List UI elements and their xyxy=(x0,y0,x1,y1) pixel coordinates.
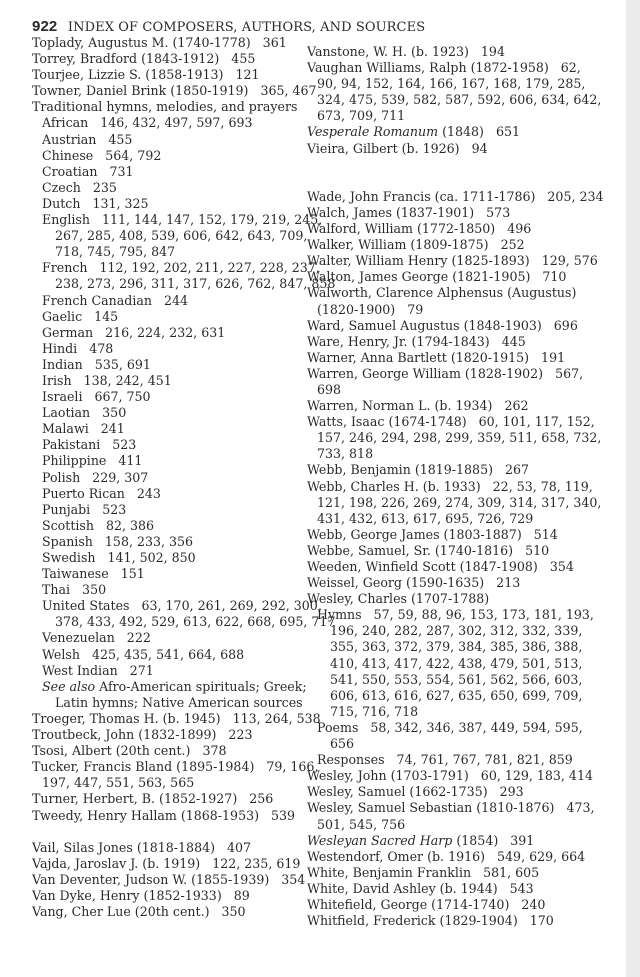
entry-text: Hindi 478 xyxy=(42,340,114,356)
index-entry-continuation xyxy=(307,302,602,318)
index-entry-continuation xyxy=(32,694,303,711)
index-entry xyxy=(32,808,297,824)
index-subentry xyxy=(32,502,297,518)
italic-title: See also xyxy=(42,678,96,694)
index-entry-continuation xyxy=(307,108,602,124)
entry-text: Watts, Isaac (1674-1748) 60, 101, 117, 152, xyxy=(307,414,595,430)
index-subentry xyxy=(32,164,297,180)
entry-text: Troutbeck, John (1832-1899) 223 xyxy=(32,727,253,743)
index-entry xyxy=(307,237,602,253)
index-subentry xyxy=(32,663,297,679)
index-subentry xyxy=(307,607,602,623)
entry-text: Weeden, Winfield Scott (1847-1908) 354 xyxy=(307,559,574,574)
index-entry-continuation xyxy=(32,775,297,791)
index-entry xyxy=(307,784,602,800)
entry-text: Walch, James (1837-1901) 573 xyxy=(307,204,511,220)
entry-text: Whitefield, George (1714-1740) 240 xyxy=(307,896,546,912)
entry-text: Wade, John Francis (ca. 1711-1786) 205, 234 xyxy=(307,188,604,204)
entry-text: Scottish 82, 386 xyxy=(42,517,155,533)
entry-text: Israeli 667, 750 xyxy=(42,389,151,405)
index-subentry xyxy=(32,470,297,486)
index-entry xyxy=(32,840,297,856)
index-subentry xyxy=(32,260,320,276)
index-entry xyxy=(32,83,317,99)
entry-text: Vaughan Williams, Ralph (1872-1958) 62, xyxy=(307,60,581,76)
entry-text: Wesley, John (1703-1791) 60, 129, 183, 414 xyxy=(307,768,593,784)
entry-text: Wesley, Samuel Sebastian (1810-1876) 473, xyxy=(307,800,595,816)
index-entry-continuation xyxy=(307,495,602,511)
entry-text: West Indian 271 xyxy=(42,662,154,678)
index-entry xyxy=(307,414,602,430)
entry-text: (1820-1900) 79 xyxy=(317,301,424,317)
index-entry xyxy=(307,318,602,334)
entry-text: Tourjee, Lizzie S. (1858-1913) 121 xyxy=(32,67,260,83)
index-subentry xyxy=(307,720,602,736)
section-gap xyxy=(32,824,297,840)
entry-text: 324, 475, 539, 582, 587, 592, 606, 634, 642, xyxy=(317,92,602,108)
entry-text: Irish 138, 242, 451 xyxy=(42,372,172,388)
index-entry xyxy=(307,833,602,849)
index-subentry xyxy=(32,196,297,212)
entry-text: French Canadian 244 xyxy=(42,292,189,308)
index-subentry xyxy=(307,752,602,768)
entry-text: 196, 240, 282, 287, 302, 312, 332, 339, xyxy=(330,623,583,639)
index-subentry xyxy=(32,373,297,389)
index-entry xyxy=(307,479,602,495)
entry-text: Puerto Rican 243 xyxy=(42,485,161,501)
index-entry xyxy=(32,888,297,904)
index-entry xyxy=(32,791,297,807)
index-entry-continuation xyxy=(307,817,602,833)
index-entry xyxy=(32,99,297,115)
index-subentry xyxy=(32,437,297,453)
index-subentry xyxy=(32,357,297,373)
entry-text: White, David Ashley (b. 1944) 543 xyxy=(307,880,534,896)
index-subentry xyxy=(32,678,307,695)
index-subentry xyxy=(32,566,297,582)
page-number: 922 xyxy=(32,18,58,35)
entry-text: 267, 285, 408, 539, 606, 642, 643, 709, xyxy=(55,228,308,244)
index-entry-continuation xyxy=(307,76,602,92)
entry-text: Webb, Charles H. (b. 1933) 22, 53, 78, 119, xyxy=(307,478,593,494)
index-entry xyxy=(32,710,321,727)
index-entry xyxy=(307,849,602,865)
index-entry xyxy=(307,591,602,607)
entry-text: English 111, 144, 147, 152, 179, 219, 245, xyxy=(42,212,323,228)
index-entry-continuation xyxy=(307,92,602,108)
entry-text: Tweedy, Henry Hallam (1868-1953) 539 xyxy=(32,807,296,823)
entry-text: Vang, Cher Lue (20th cent.) 350 xyxy=(32,904,246,920)
entry-text: 378, 433, 492, 529, 613, 622, 668, 695, 717 xyxy=(55,614,336,630)
entry-text: 715, 716, 718 xyxy=(330,703,419,719)
entry-text: Warren, Norman L. (b. 1934) 262 xyxy=(307,398,529,414)
entry-text: 238, 273, 296, 311, 317, 626, 762, 847, 858 xyxy=(55,276,336,292)
entry-text: Wesley, Samuel (1662-1735) 293 xyxy=(307,784,524,800)
entry-text: Croatian 731 xyxy=(42,163,134,179)
index-entry-continuation xyxy=(307,639,602,655)
index-entry xyxy=(32,871,306,888)
index-subentry xyxy=(32,534,297,550)
entry-text: Warren, George William (1828-1902) 567, xyxy=(307,365,584,381)
entry-text: Ware, Henry, Jr. (1794-1843) 445 xyxy=(307,333,526,349)
entry-text: African 146, 432, 497, 597, 693 xyxy=(42,115,253,131)
entry-text: Walworth, Clarence Alphensus (Augustus) xyxy=(307,285,577,301)
entry-text: Dutch 131, 325 xyxy=(42,195,149,211)
index-entry xyxy=(307,44,602,60)
entry-text: Laotian 350 xyxy=(42,405,127,421)
index-subentry xyxy=(32,293,297,309)
index-subentry xyxy=(32,212,323,228)
index-subentry xyxy=(32,309,297,325)
index-entry xyxy=(32,855,301,872)
index-entry xyxy=(307,897,602,913)
index-subentry xyxy=(32,598,322,614)
entry-text: Venezuelan 222 xyxy=(42,630,151,646)
index-entry xyxy=(32,51,297,67)
entry-text: White, Benjamin Franklin 581, 605 xyxy=(307,864,540,880)
entry-text: Pakistani 523 xyxy=(42,437,137,453)
index-entry xyxy=(307,205,602,221)
entry-text: Afro-American spirituals; Greek; xyxy=(95,678,307,694)
index-entry xyxy=(307,285,602,301)
index-entry-continuation xyxy=(307,736,602,752)
index-entry-continuation xyxy=(307,688,602,704)
index-entry-continuation xyxy=(307,430,602,446)
entry-text: Vanstone, W. H. (b. 1923) 194 xyxy=(307,44,505,59)
entry-text: 355, 363, 372, 379, 384, 385, 386, 388, xyxy=(330,639,583,655)
entry-text: Weissel, Georg (1590-1635) 213 xyxy=(307,575,521,591)
index-entry xyxy=(307,366,602,382)
entry-text: 410, 413, 417, 422, 438, 479, 501, 513, xyxy=(330,655,583,671)
index-entry xyxy=(307,350,602,366)
index-entry xyxy=(307,913,602,929)
entry-text: Traditional hymns, melodies, and prayers xyxy=(32,99,298,115)
italic-title: Vesperale Romanum xyxy=(307,124,439,140)
index-entry xyxy=(307,60,602,76)
entry-text: Czech 235 xyxy=(42,179,117,195)
entry-text: Toplady, Augustus M. (1740-1778) 361 xyxy=(32,35,287,50)
entry-text: Taiwanese 151 xyxy=(42,566,145,582)
entry-text: Latin hymns; Native American sources xyxy=(55,694,303,710)
entry-text: United States 63, 170, 261, 269, 292, 300, xyxy=(42,598,322,614)
entry-text: Vail, Silas Jones (1818-1884) 407 xyxy=(32,839,252,855)
index-entry xyxy=(32,35,297,51)
index-subentry xyxy=(32,630,297,646)
entry-text: Walton, James George (1821-1905) 710 xyxy=(307,269,567,285)
entry-text: Hymns 57, 59, 88, 96, 153, 173, 181, 193, xyxy=(317,607,594,623)
index-subentry xyxy=(32,325,297,341)
entry-text: Tsosi, Albert (20th cent.) 378 xyxy=(32,743,227,759)
entry-text: Austrian 455 xyxy=(42,131,133,147)
index-entry-continuation xyxy=(307,446,602,462)
index-subentry xyxy=(32,647,297,663)
index-entry-continuation xyxy=(32,276,336,292)
entry-text: Philippine 411 xyxy=(42,453,143,469)
index-entry xyxy=(32,727,297,743)
entry-text: Webb, George James (1803-1887) 514 xyxy=(307,526,558,542)
page-header xyxy=(32,18,425,35)
entry-text: Van Dyke, Henry (1852-1933) 89 xyxy=(32,887,250,903)
entry-text: 121, 198, 226, 269, 274, 309, 314, 317, 340, xyxy=(317,494,602,510)
section-gap xyxy=(307,157,602,173)
entry-text: Wesley, Charles (1707-1788) xyxy=(307,591,490,607)
index-entry-continuation xyxy=(32,244,297,260)
entry-text: 673, 709, 711 xyxy=(317,108,406,124)
entry-text: Vajda, Jaroslav J. (b. 1919) 122, 235, 619 xyxy=(32,855,301,871)
index-subentry xyxy=(32,453,297,469)
entry-text: Webbe, Samuel, Sr. (1740-1816) 510 xyxy=(307,542,550,558)
entry-text: Walter, William Henry (1825-1893) 129, 576 xyxy=(307,253,598,269)
entry-text: Towner, Daniel Brink (1850-1919) 365, 467 xyxy=(32,83,317,99)
index-entry xyxy=(307,462,602,478)
index-entry-continuation xyxy=(307,704,602,720)
entry-text: Swedish 141, 502, 850 xyxy=(42,550,196,565)
index-entry xyxy=(307,221,602,237)
entry-text: Chinese 564, 792 xyxy=(42,147,162,163)
entry-text: Walford, William (1772-1850) 496 xyxy=(307,221,532,237)
index-entry xyxy=(307,124,602,140)
entry-text: (1848) 651 xyxy=(438,124,520,140)
index-entry xyxy=(307,865,602,881)
index-entry xyxy=(307,768,602,784)
entry-text: Poems 58, 342, 346, 387, 449, 594, 595, xyxy=(317,719,583,735)
index-subentry xyxy=(32,341,297,357)
entry-text: German 216, 224, 232, 631 xyxy=(42,324,226,340)
index-entry-continuation xyxy=(307,623,602,639)
entry-text: Vieira, Gilbert (b. 1926) 94 xyxy=(307,140,488,156)
index-entry xyxy=(307,559,602,575)
entry-text: Spanish 158, 233, 356 xyxy=(42,533,194,549)
entry-text: Torrey, Bradford (1843-1912) 455 xyxy=(32,51,256,67)
entry-text: Van Deventer, Judson W. (1855-1939) 354 xyxy=(32,871,306,887)
entry-text: 157, 246, 294, 298, 299, 359, 511, 658, 732, xyxy=(317,430,602,446)
index-entry xyxy=(32,759,319,775)
index-subentry xyxy=(32,518,297,534)
index-entry-continuation xyxy=(32,614,336,630)
index-entry xyxy=(32,67,297,83)
index-entry xyxy=(307,575,602,591)
entry-text: 90, 94, 152, 164, 166, 167, 168, 179, 285, xyxy=(317,76,586,92)
index-subentry xyxy=(32,550,297,566)
entry-text: Whitfield, Frederick (1829-1904) 170 xyxy=(307,913,554,929)
page-title: INDEX OF COMPOSERS, AUTHORS, AND SOURCES xyxy=(67,20,426,35)
entry-text: 541, 550, 553, 554, 561, 562, 566, 603, xyxy=(330,671,583,687)
index-entry-continuation xyxy=(307,656,602,672)
italic-title: Wesleyan Sacred Harp xyxy=(307,832,453,848)
entry-text: Tucker, Francis Bland (1895-1984) 79, 166, xyxy=(32,759,319,775)
index-entry xyxy=(307,800,602,816)
index-entry-continuation xyxy=(32,228,308,244)
entry-text: Walker, William (1809-1875) 252 xyxy=(307,237,525,253)
entry-text: 501, 545, 756 xyxy=(317,816,406,832)
index-entry-continuation xyxy=(307,511,602,527)
index-entry xyxy=(307,269,602,285)
index-subentry xyxy=(32,132,297,148)
index-subentry xyxy=(32,405,297,421)
entry-text: French 112, 192, 202, 211, 227, 228, 237, xyxy=(42,260,320,276)
entry-text: 606, 613, 616, 627, 635, 650, 699, 709, xyxy=(330,687,583,703)
entry-text: Ward, Samuel Augustus (1848-1903) 696 xyxy=(307,317,578,333)
index-entry-continuation xyxy=(307,382,602,398)
entry-text: Westendorf, Omer (b. 1916) 549, 629, 664 xyxy=(307,848,586,864)
index-entry xyxy=(307,334,602,350)
index-entry xyxy=(307,527,602,543)
index-entry xyxy=(32,743,297,759)
index-entry xyxy=(307,881,602,897)
entry-text: 431, 432, 613, 617, 695, 726, 729 xyxy=(317,510,534,526)
section-gap xyxy=(307,173,602,189)
entry-text: Polish 229, 307 xyxy=(42,469,149,485)
index-subentry xyxy=(32,389,297,405)
entry-text: Troeger, Thomas H. (b. 1945) 113, 264, 538 xyxy=(32,710,321,726)
index-entry-continuation xyxy=(307,672,602,688)
entry-text: Warner, Anna Bartlett (1820-1915) 191 xyxy=(307,349,566,365)
entry-text: 698 xyxy=(317,381,342,397)
index-entry xyxy=(307,543,602,559)
index-subentry xyxy=(32,582,297,598)
entry-text: 718, 745, 795, 847 xyxy=(55,244,176,260)
entry-text: Indian 535, 691 xyxy=(42,356,151,372)
entry-text: Responses 74, 761, 767, 781, 821, 859 xyxy=(317,752,573,768)
index-subentry xyxy=(32,148,297,164)
index-entry xyxy=(307,141,602,157)
index-entry xyxy=(307,253,602,269)
entry-text: Welsh 425, 435, 541, 664, 688 xyxy=(42,646,245,662)
index-subentry xyxy=(32,115,297,131)
entry-text: 656 xyxy=(330,736,355,752)
entry-text: 197, 447, 551, 563, 565 xyxy=(42,775,195,791)
index-subentry xyxy=(32,486,297,502)
index-entry xyxy=(307,189,602,205)
index-subentry xyxy=(32,421,297,437)
scan-edge-shadow xyxy=(626,0,640,977)
index-subentry xyxy=(32,180,297,196)
index-entry xyxy=(32,904,297,920)
entry-text: Turner, Herbert, B. (1852-1927) 256 xyxy=(32,791,274,807)
entry-text: Punjabi 523 xyxy=(42,501,127,517)
entry-text: Gaelic 145 xyxy=(42,308,119,324)
index-entry xyxy=(307,398,602,414)
entry-text: Thai 350 xyxy=(42,582,107,598)
entry-text: Webb, Benjamin (1819-1885) 267 xyxy=(307,462,530,478)
entry-text: (1854) 391 xyxy=(452,832,535,848)
entry-text: 733, 818 xyxy=(317,446,374,462)
index-column-right xyxy=(307,44,602,929)
entry-text: Malawi 241 xyxy=(42,421,125,437)
